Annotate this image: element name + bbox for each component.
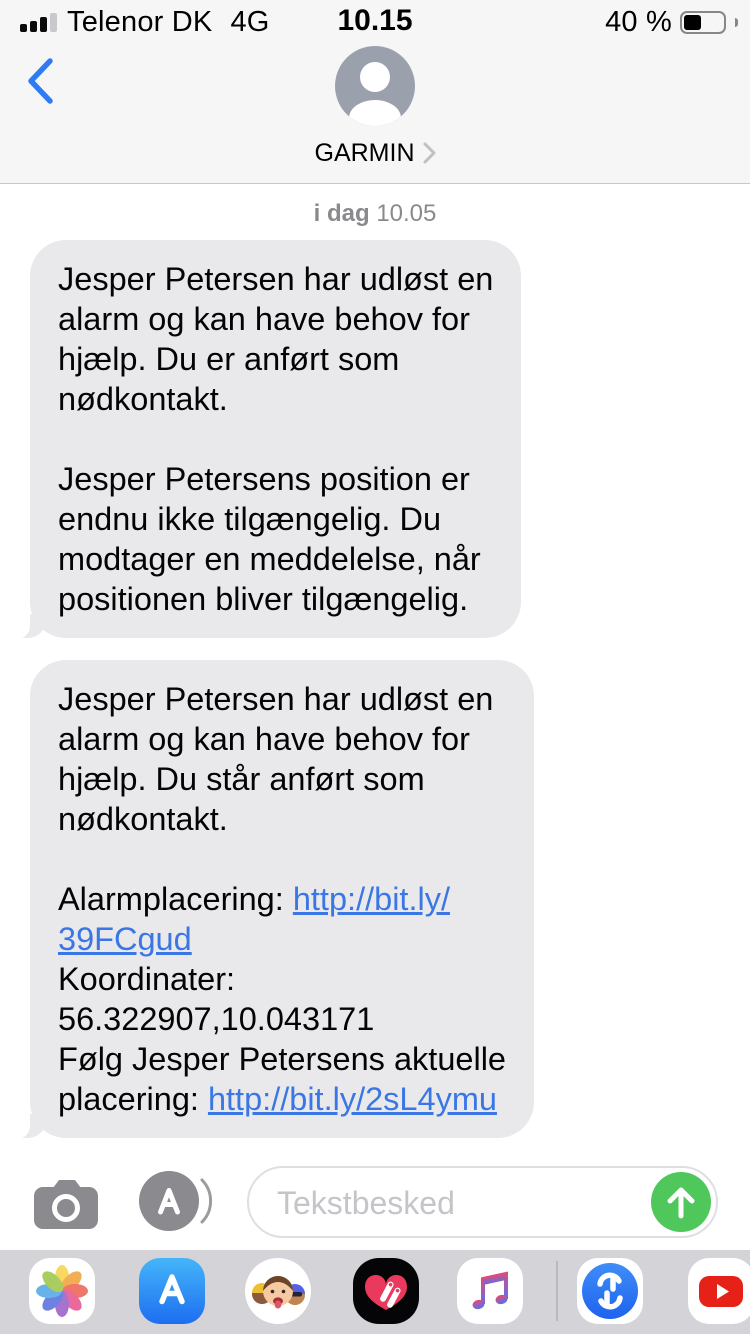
app-store-app-icon[interactable]: [139, 1258, 205, 1324]
contact-avatar[interactable]: [335, 46, 415, 126]
contact-name: GARMIN: [314, 138, 415, 167]
heart-app-icon[interactable]: [353, 1258, 419, 1324]
message-text: nødkontakt.: [58, 381, 228, 417]
message-text: Alarmplacering:: [58, 881, 293, 917]
message-text: Følg Jesper Petersens aktuelle: [58, 1041, 506, 1077]
message-text: 56.322907,10.043171: [58, 1001, 375, 1037]
contact-header-button[interactable]: [0, 136, 750, 170]
memoji-app-icon[interactable]: [245, 1258, 311, 1324]
chevron-left-icon: [22, 56, 62, 106]
message-text: modtager en meddelelse, når: [58, 541, 481, 577]
top-chrome: [0, 0, 750, 184]
date-time: 10.05: [376, 200, 437, 227]
battery-fill: [684, 15, 701, 30]
message-bubble: [30, 660, 534, 1138]
send-arrow-up-icon: [664, 1184, 698, 1220]
imessage-apps-button[interactable]: [138, 1168, 212, 1234]
message-text: alarm og kan have behov for: [58, 301, 470, 337]
message-text: hjælp. Du står anført som: [58, 761, 425, 797]
app-store-icon: [138, 1168, 212, 1234]
carrier-label: Telenor DK: [67, 6, 213, 38]
message-text: Jesper Petersens position er: [58, 461, 470, 497]
message-bubble: [30, 240, 521, 638]
message-link[interactable]: http://bit.ly/: [292, 881, 450, 917]
person-icon: [335, 46, 415, 126]
battery-cap: [735, 18, 738, 27]
message-text: hjælp. Du er anført som: [58, 341, 400, 377]
camera-icon: [33, 1176, 99, 1230]
back-button[interactable]: [22, 56, 62, 106]
network-type-label: 4G: [230, 6, 270, 38]
message-list: [0, 240, 750, 1138]
message-link[interactable]: http://bit.ly/2sL4ymu: [207, 1081, 497, 1117]
drawer-divider: [556, 1261, 558, 1321]
date-label: i dag: [313, 200, 370, 227]
photos-app-icon[interactable]: [29, 1258, 95, 1324]
message-text: endnu ikke tilgængelig. Du: [58, 501, 442, 537]
message-text: Jesper Petersen har udløst en: [58, 681, 494, 717]
youtube-app-icon[interactable]: [688, 1258, 750, 1324]
battery-percent-label: 40 %: [605, 6, 672, 38]
message-text: [58, 841, 67, 877]
message-input[interactable]: [275, 1168, 609, 1238]
camera-button[interactable]: [33, 1176, 99, 1230]
date-separator: [0, 200, 750, 228]
chevron-right-icon: [423, 142, 436, 164]
shazam-app-icon[interactable]: [577, 1258, 643, 1324]
status-bar: [0, 0, 750, 42]
apple-music-app-icon[interactable]: [457, 1258, 523, 1324]
conversation-transcript: [0, 184, 750, 1160]
battery-icon: [680, 11, 726, 34]
message-text: nødkontakt.: [58, 801, 228, 837]
message-text: alarm og kan have behov for: [58, 721, 470, 757]
clock-label: 10.15: [337, 4, 413, 37]
message-composer: [0, 1160, 750, 1250]
send-button[interactable]: [651, 1172, 711, 1232]
message-link[interactable]: 39FCgud: [58, 921, 192, 957]
message-text: [58, 421, 67, 457]
message-text: Jesper Petersen har udløst en: [58, 261, 494, 297]
imessage-app-drawer: [0, 1250, 750, 1334]
message-text: Koordinater:: [58, 961, 236, 997]
message-input-field: [247, 1166, 718, 1238]
message-text: positionen bliver tilgængelig.: [58, 581, 469, 617]
message-text: placering:: [58, 1081, 208, 1117]
